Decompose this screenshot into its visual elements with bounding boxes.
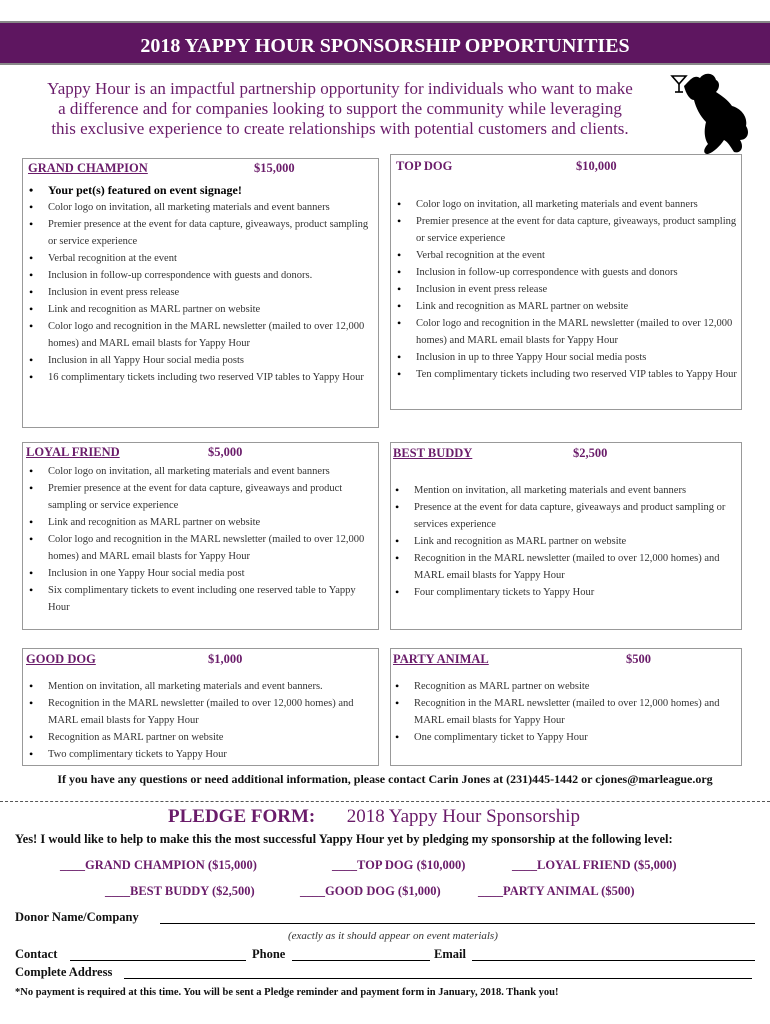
payment-note: *No payment is required at this time. You will be sent a Pledge reminder and payment form in January, 2018. Thank you! <box>15 987 559 998</box>
tier-benefits <box>26 463 378 616</box>
phone-label: Phone <box>252 947 286 961</box>
top-dog-box <box>390 154 742 410</box>
benefit-item: • Color logo on invitation, all marketing materials and event banners <box>26 199 376 216</box>
benefit-item: • Six complimentary tickets to event including one reserved table to Yappy Hour <box>26 582 378 616</box>
benefit-item: • Inclusion in one Yappy Hour social media post <box>26 565 378 582</box>
contact-label: Contact <box>15 947 58 961</box>
benefit-item: • Link and recognition as MARL partner on website <box>26 514 378 531</box>
tier-benefits <box>394 196 739 383</box>
tier-price: $15,000 <box>254 161 295 175</box>
email-label: Email <box>434 947 466 961</box>
tier-benefits <box>392 678 737 746</box>
good-dog-box <box>22 648 379 766</box>
benefit-item: • Recognition in the MARL newsletter (mailed to over 12,000 homes) and MARL email blasts for Yappy Hour <box>392 695 737 729</box>
benefit-item: • Two complimentary tickets to Yappy Hour <box>26 746 378 763</box>
level-top-dog[interactable]: ____TOP DOG ($10,000) <box>332 858 466 872</box>
tier-price: $500 <box>626 652 651 666</box>
benefit-item: • Link and recognition as MARL partner on website <box>392 533 737 550</box>
tier-name: TOP DOG <box>396 159 453 173</box>
benefit-item: • Color logo and recognition in the MARL newsletter (mailed to over 12,000 homes) and MARL email blasts for Yappy Hour <box>26 531 378 565</box>
benefit-item: • Inclusion in event press release <box>394 281 739 298</box>
benefit-item: • Ten complimentary tickets including two reserved VIP tables to Yappy Hour <box>394 366 739 383</box>
benefit-item: • Link and recognition as MARL partner on website <box>26 301 376 318</box>
benefit-item: • Color logo on invitation, all marketing materials and event banners <box>394 196 739 213</box>
dog-with-martini-glass-icon <box>670 70 752 160</box>
benefit-item: • Color logo and recognition in the MARL newsletter (mailed to over 12,000 homes) and MARL email blasts for Yappy Hour <box>394 315 739 349</box>
benefit-item: • Verbal recognition at the event <box>394 247 739 264</box>
pledge-subtitle: 2018 Yappy Hour Sponsorship <box>346 806 581 827</box>
benefit-item: • Inclusion in follow-up correspondence with guests and donors <box>394 264 739 281</box>
best-buddy-box <box>390 442 742 630</box>
benefit-item: • Premier presence at the event for data capture, giveaways, product sampling or service experience <box>26 216 376 250</box>
grand-champion-box <box>22 158 379 428</box>
tier-benefits <box>392 482 737 601</box>
benefit-item: • Color logo on invitation, all marketing materials and event banners <box>26 463 378 480</box>
tier-price: $2,500 <box>573 446 608 460</box>
level-best-buddy[interactable]: ____BEST BUDDY ($2,500) <box>105 884 255 898</box>
tier-benefits <box>26 678 378 763</box>
tier-price: $1,000 <box>208 652 243 666</box>
pledge-title <box>168 806 580 828</box>
benefit-item: • Recognition in the MARL newsletter (mailed to over 12,000 homes) and MARL email blasts for Yappy Hour <box>26 695 378 729</box>
cut-line-divider <box>0 801 770 802</box>
benefit-item: • Color logo and recognition in the MARL newsletter (mailed to over 12,000 homes) and MARL email blasts for Yappy Hour <box>26 318 376 352</box>
contact-field[interactable] <box>70 960 246 961</box>
benefit-item: • Premier presence at the event for data capture, giveaways and product sampling or service experience <box>26 480 378 514</box>
benefit-item: • Mention on invitation, all marketing materials and event banners <box>392 482 737 499</box>
benefit-item: • Your pet(s) featured on event signage! <box>26 182 376 199</box>
intro-text <box>0 79 680 139</box>
donor-name-label: Donor Name/Company <box>15 910 139 924</box>
address-field[interactable] <box>124 978 752 979</box>
donor-name-field[interactable] <box>160 923 755 924</box>
level-party-animal[interactable]: ____PARTY ANIMAL ($500) <box>478 884 635 898</box>
tier-name: BEST BUDDY <box>393 446 473 460</box>
benefit-item: • Link and recognition as MARL partner on website <box>394 298 739 315</box>
benefit-item: • Presence at the event for data capture, giveaways and product sampling or services experience <box>392 499 737 533</box>
donor-hint: (exactly as it should appear on event materials) <box>288 930 498 942</box>
benefit-item: • 16 complimentary tickets including two reserved VIP tables to Yappy Hour <box>26 369 376 386</box>
benefit-item: • Recognition as MARL partner on website <box>26 729 378 746</box>
intro-line: Yappy Hour is an impactful partnership opportunity for individuals who want to make <box>47 79 633 98</box>
benefit-item: • Recognition in the MARL newsletter (mailed to over 12,000 homes) and MARL email blasts for Yappy Hour <box>392 550 737 584</box>
benefit-item: • Four complimentary tickets to Yappy Hour <box>392 584 737 601</box>
tier-benefits <box>26 182 376 386</box>
intro-line: this exclusive experience to create relationships with potential customers and clients. <box>51 119 629 138</box>
phone-field[interactable] <box>292 960 430 961</box>
party-animal-box <box>390 648 742 766</box>
pledge-intro: Yes! I would like to help to make this the most successful Yappy Hour yet by pledging my sponsorship at the following level: <box>15 832 673 846</box>
loyal-friend-box <box>22 442 379 630</box>
tier-name: LOYAL FRIEND <box>26 445 120 459</box>
benefit-item: • Recognition as MARL partner on website <box>392 678 737 695</box>
benefit-item: • Inclusion in event press release <box>26 284 376 301</box>
intro-line: a difference and for companies looking to support the community while leveraging <box>58 99 622 118</box>
benefit-item: • Mention on invitation, all marketing materials and event banners. <box>26 678 378 695</box>
pledge-label: PLEDGE FORM: <box>168 806 316 827</box>
tier-name: PARTY ANIMAL <box>393 652 489 666</box>
email-field[interactable] <box>472 960 755 961</box>
benefit-item: • Inclusion in all Yappy Hour social media posts <box>26 352 376 369</box>
benefit-item: • Inclusion in follow-up correspondence with guests and donors. <box>26 267 376 284</box>
level-grand-champion[interactable]: ____GRAND CHAMPION ($15,000) <box>60 858 257 872</box>
tier-price: $5,000 <box>208 445 243 459</box>
benefit-item: • Premier presence at the event for data capture, giveaways, product sampling or service experience <box>394 213 739 247</box>
tier-name: GOOD DOG <box>26 652 96 666</box>
contact-line: If you have any questions or need additional information, please contact Carin Jones at (231)445-1442 or cjones@marleague.org <box>57 772 713 786</box>
benefit-item: • One complimentary ticket to Yappy Hour <box>392 729 737 746</box>
benefit-item: • Inclusion in up to three Yappy Hour social media posts <box>394 349 739 366</box>
level-good-dog[interactable]: ____GOOD DOG ($1,000) <box>300 884 441 898</box>
tier-price: $10,000 <box>576 159 617 173</box>
page-title: 2018 YAPPY HOUR SPONSORSHIP OPPORTUNITIES <box>0 21 770 65</box>
tier-name: GRAND CHAMPION <box>28 161 148 175</box>
benefit-item: • Verbal recognition at the event <box>26 250 376 267</box>
address-label: Complete Address <box>15 965 113 979</box>
level-loyal-friend[interactable]: ____LOYAL FRIEND ($5,000) <box>512 858 677 872</box>
